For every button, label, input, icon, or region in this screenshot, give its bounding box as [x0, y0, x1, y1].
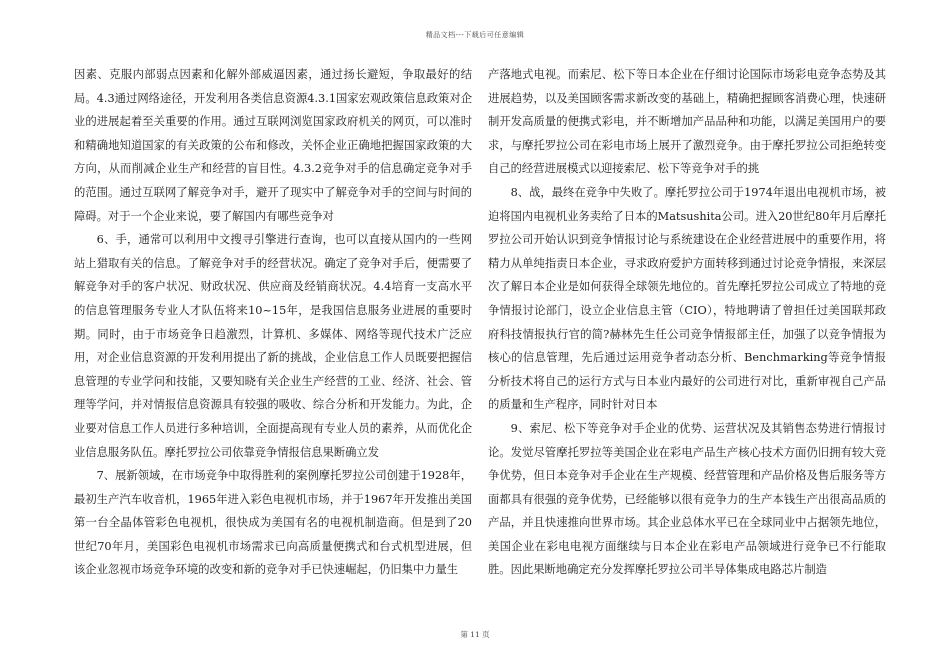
paragraph: 9、索尼、松下等竞争对手企业的优势、运营状况及其销售态势进行情报讨论。发觉尽管摩托罗拉等美国企业在彩电产品生产核心技术方面仍旧拥有较大竞争优势，但日本竞争对手企业在生产规模、经营管理和产品价格及售后服务等方面都具有很强的竞争优势，已经能够以很有竞争力的生产本钱生产出很高品质的产品，并且快速推向世界市场。其企业总体水平已在全球同业中占据领先地位，美国企业在彩电电视方面继续与日本企业在彩电产品领域进行竞争已不行能取胜。因此果断地确定充分发挥摩托罗拉公司半导体集成电路芯片制造 [488, 421, 886, 577]
paragraph: 因素、克服内部弱点因素和化解外部威逼因素，通过扬长避短，争取最好的结局。4.3通过网络途径，开发利用各类信息资源4.3.1国家宏观政策信息政策对企业的进展起着至关重要的作用。通过互联网浏览国家政府机关的网页，可以准时和精确地知道国家的有关政策的公布和修改，关怀企业正确地把握国家政策的大方向，从而削减企业生产和经营的盲目性。4.3.2竞争对手的信息确定竞争对手的范围。通过互联网了解竞争对手，避开了现实中了解竞争对手的空间与时间的障碍。对于一个企业来说，要了解国内有哪些竞争对 [74, 68, 472, 223]
paragraph: 产落地式电视。而索尼、松下等日本企业在仔细讨论国际市场彩电竞争态势及其进展趋势，以及美国顾客需求新改变的基础上，精确把握顾客消费心理，快速研制开发高质量的便携式彩电，并不断增加产品品种和功能，以满足美国用户的要求，与摩托罗拉公司在彩电市场上展开了激烈竞争。由于摩托罗拉公司拒绝转变自己的经营进展模式以迎接索尼、松下等竞争对手的挑 [488, 68, 886, 176]
left-column [74, 63, 472, 582]
page-number: 第 11 页 [460, 630, 490, 639]
page-header: 精品文档---下载后可任意编辑 [425, 31, 525, 39]
paragraph: 8、战，最终在竞争中失败了。摩托罗拉公司于1974年退出电视机市场，被迫将国内电视机业务卖给了日本的Matsushita公司。进入20世纪80年月后摩托罗拉公司开始认识到竞争情报讨论与系统建设在企业经营进展中的重要作用，将精力从单纯指责日本企业，寻求政府爱护方面转移到通过讨论竞争情报，来深层次了解日本企业是如何获得全球领先地位的。首先摩托罗拉公司成立了特地的竞争情报讨论部门，设立企业信息主管（CIO），特地聘请了曾担任过美国联邦政府科技情报执行官的简?赫林先生任公司竞争情报部主任，加强了以竞争情报为核心的信息管理，先后通过运用竞争者动态分析、Benchmarking等竞争情报分析技术将自己的运行方式与日本业内最好的公司进行对比，重新审视自己产品的质量和生产程序，同时针对日本 [488, 185, 886, 412]
paragraph: 6、手，通常可以利用中文搜寻引擎进行查询，也可以直接从国内的一些网站上猎取有关的信息。了解竞争对手的经营状况。确定了竞争对手后，便需要了解竞争对手的客户状况、财政状况、供应商及经销商状况。4.4培育一支高水平的信息管理服务专业人才队伍将来10~15年，是我国信息服务业进展的重要时期。同时，由于市场竞争日趋激烈，计算机、多媒体、网络等现代技术广泛应用，对企业信息资源的开发利用提出了新的挑战，企业信息工作人员既要把握信息管理的专业学问和技能，又要知晓有关企业生产经营的工业、经济、社会、管理等学问，并对情报信息资源具有较强的吸收、综合分析和开发能力。为此，企业要对信息工作人员进行多种培训，全面提高现有专业人员的素养，从而优化企业信息服务队伍。摩托罗拉公司依靠竞争情报信息果断确立发 [74, 233, 472, 459]
paragraph: 7、展新领域，在市场竞争中取得胜利的案例摩托罗拉公司创建于1928年，最初生产汽车收音机，1965年进入彩色电视机市场，并于1967年开发推出美国第一台全晶体管彩色电视机，很快成为美国有名的电视机制造商。但是到了20世纪70年月，美国彩色电视机市场需求已向高质量便携式和台式机型进展，但该企业忽视市场竞争环境的改变和新的竞争对手已快速崛起，仍旧集中力量生 [74, 469, 472, 577]
right-column [488, 63, 886, 582]
